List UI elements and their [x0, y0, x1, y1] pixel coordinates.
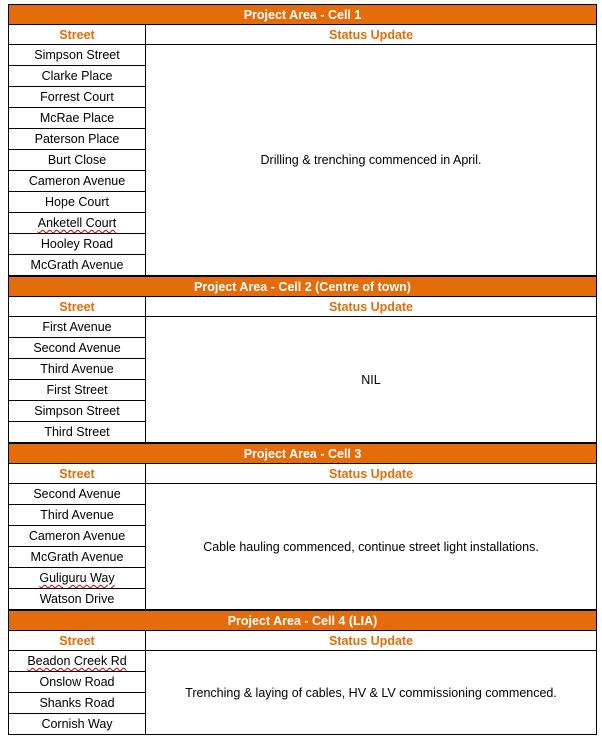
street-cell: Watson Drive: [9, 589, 146, 610]
street-cell: McGrath Avenue: [9, 255, 146, 276]
street-cell: [9, 651, 146, 672]
status-update: Trenching & laying of cables, HV & LV commissioning commenced.: [146, 651, 597, 735]
section-title: Project Area - Cell 3: [9, 444, 597, 464]
street-cell: Paterson Place: [9, 129, 146, 150]
street-cell: Hope Court: [9, 192, 146, 213]
street-name: Guliguru Way: [39, 571, 115, 585]
street-cell: Clarke Place: [9, 66, 146, 87]
street-cell: Shanks Road: [9, 693, 146, 714]
street-name: Beadon Creek Rd: [27, 654, 127, 668]
section-title: Project Area - Cell 4 (LIA): [9, 611, 597, 631]
status-document: [8, 4, 596, 735]
street-name: Anketell Court: [37, 216, 117, 230]
street-cell: Forrest Court: [9, 87, 146, 108]
street-cell: First Street: [9, 380, 146, 401]
status-update: NIL: [146, 317, 597, 443]
cell-2-table: [8, 276, 597, 443]
street-cell: Third Avenue: [9, 505, 146, 526]
cell-4-table: [8, 610, 597, 735]
status-column-header: Status Update: [146, 297, 597, 317]
section-title: Project Area - Cell 2 (Centre of town): [9, 277, 597, 297]
status-update: Cable hauling commenced, continue street light installations.: [146, 484, 597, 610]
street-cell: McGrath Avenue: [9, 547, 146, 568]
street-column-header: Street: [9, 631, 146, 651]
status-column-header: Status Update: [146, 25, 597, 45]
status-column-header: Status Update: [146, 631, 597, 651]
street-cell: First Avenue: [9, 317, 146, 338]
street-cell: Second Avenue: [9, 338, 146, 359]
street-cell: Third Avenue: [9, 359, 146, 380]
street-cell: Simpson Street: [9, 401, 146, 422]
street-cell: Cameron Avenue: [9, 171, 146, 192]
status-update: Drilling & trenching commenced in April.: [146, 45, 597, 276]
status-column-header: Status Update: [146, 464, 597, 484]
cell-3-table: [8, 443, 597, 610]
street-cell: Cameron Avenue: [9, 526, 146, 547]
street-cell: Hooley Road: [9, 234, 146, 255]
street-cell: Simpson Street: [9, 45, 146, 66]
section-title: Project Area - Cell 1: [9, 5, 597, 25]
street-cell: Onslow Road: [9, 672, 146, 693]
street-column-header: Street: [9, 297, 146, 317]
cell-1-table: [8, 4, 597, 276]
street-cell: [9, 213, 146, 234]
street-cell: Third Street: [9, 422, 146, 443]
street-column-header: Street: [9, 464, 146, 484]
street-cell: [9, 568, 146, 589]
street-cell: Second Avenue: [9, 484, 146, 505]
street-column-header: Street: [9, 25, 146, 45]
street-cell: McRae Place: [9, 108, 146, 129]
street-cell: Burt Close: [9, 150, 146, 171]
street-cell: Cornish Way: [9, 714, 146, 735]
